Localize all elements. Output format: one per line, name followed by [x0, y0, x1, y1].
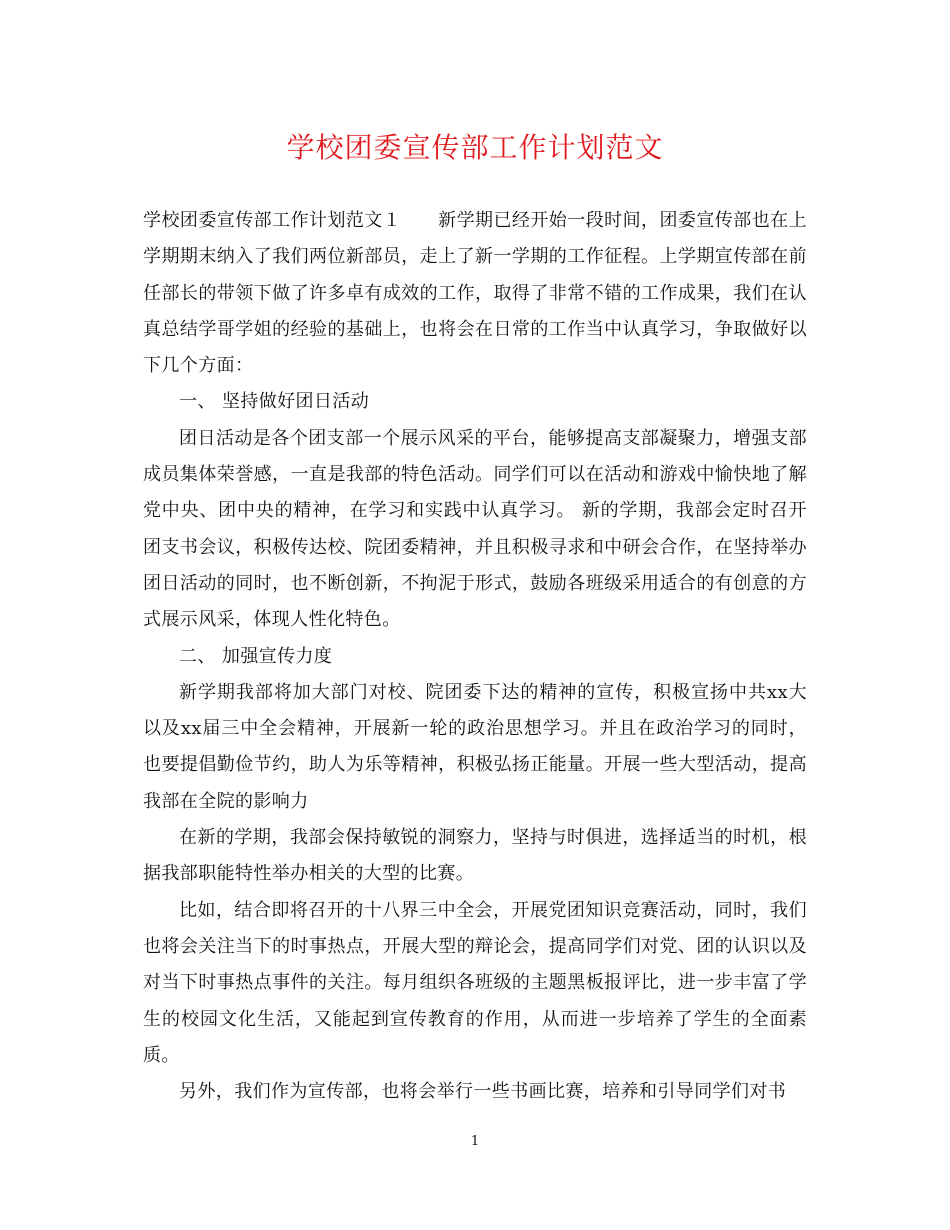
paragraph-example: 比如，结合即将召开的十八界三中全会，开展党团知识竞赛活动，同时，我们也将会关注当下的时事热点，开展大型的辩论会，提高同学们对党、团的认识以及对当下时事热点事件的关注。每月组织各班级的主题黑板报评比，进一步丰富了学生的校园文化生活，又能起到宣传教育的作用，从而进一步培养了学生的全面素质。	[143, 899, 807, 1066]
section-heading-1: 一、 坚持做好团日活动	[179, 391, 370, 413]
section-heading-2: 二、 加强宣传力度	[179, 645, 333, 667]
page-number: 1	[470, 1134, 480, 1149]
document-body	[143, 203, 807, 1110]
paragraph-section-2: 新学期我部将加大部门对校、院团委下达的精神的宣传，积极宣扬中共xx大以及xx届三中全会精神，开展新一轮的政治思想学习。并且在政治学习的同时，也要提倡勤俭节约，助人为乐等精神，积极弘扬正能量。开展一些大型活动，提高我部在全院的影响力	[143, 681, 807, 812]
document-title: 学校团委宣传部工作计划范文	[286, 131, 664, 164]
paragraph-section-1: 团日活动是各个团支部一个展示风采的平台，能够提高支部凝聚力，增强支部成员集体荣誉感，一直是我部的特色活动。同学们可以在活动和游戏中愉快地了解党中央、团中央的精神，在学习和实践中认真学习。 新的学期，我部会定时召开团支书会议，积极传达校、院团委精神，并且积极寻求和中研会合作，在坚持举办团日活动的同时，也不断创新，不拘泥于形式，鼓励各班级采用适合的有创意的方式展示风采，体现人性化特色。	[143, 427, 807, 631]
paragraph-intro: 学校团委宣传部工作计划范文１ 新学期已经开始一段时间，团委宣传部也在上学期期末纳入了我们两位新部员，走上了新一学期的工作征程。上学期宣传部在前任部长的带领下做了许多卓有成效的工作，取得了非常不错的工作成果，我们在认真总结学哥学姐的经验的基础上，也将会在日常的工作当中认真学习，争取做好以下几个方面：	[143, 210, 807, 377]
paragraph-additional: 另外，我们作为宣传部，也将会举行一些书画比赛，培养和引导同学们对书	[179, 1081, 787, 1103]
paragraph-new-semester: 在新的学期，我部会保持敏锐的洞察力，坚持与时俱进，选择适当的时机，根据我部职能特性举办相关的大型的比赛。	[143, 827, 807, 885]
